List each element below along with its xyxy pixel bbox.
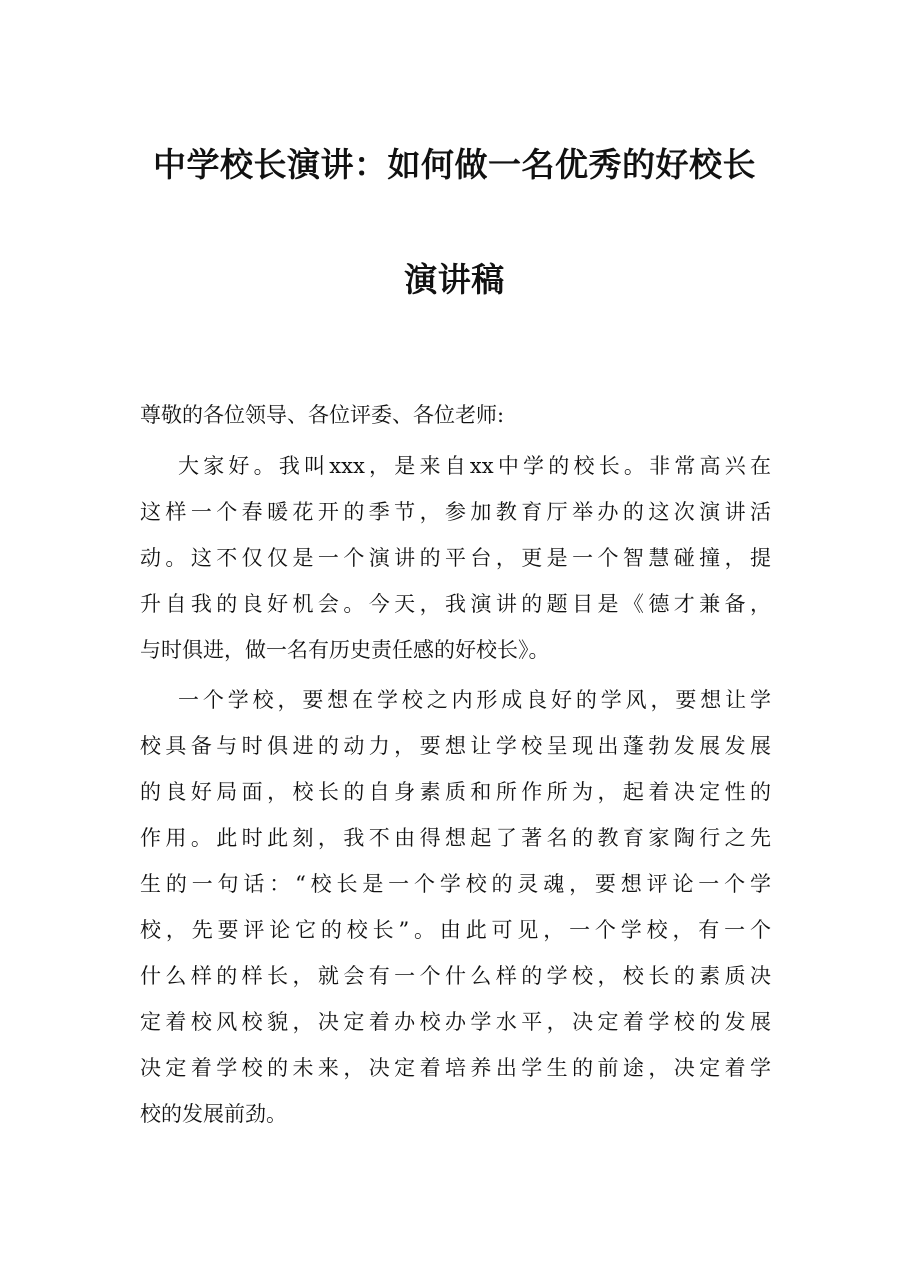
paragraph-line: 动。这不仅仅是一个演讲的平台，更是一个智慧碰撞，提 (140, 546, 771, 570)
paragraph-line: 的良好局面，校长的自身素质和所作所为，起着决定性的 (140, 780, 771, 804)
paragraph-line: 与时俱进，做一名有历史责任感的好校长》。 (140, 638, 550, 662)
paragraph-line: 校具备与时俱进的动力，要想让学校呈现出蓬勃发展发展 (140, 734, 771, 758)
document-title-line-2: 演讲稿 (404, 260, 505, 299)
paragraph-line: 校，先要评论它的校长”。由此可见，一个学校，有一个 (140, 918, 771, 942)
paragraph-line: 作用。此时此刻，我不由得想起了著名的教育家陶行之先 (140, 826, 771, 850)
paragraph-2 (140, 677, 771, 1137)
salutation: 尊敬的各位领导、各位评委、各位老师: (140, 403, 505, 427)
paragraph-line: 这样一个春暖花开的季节，参加教育厅举办的这次演讲活 (140, 500, 771, 524)
paragraph-line: 生的一句话：“校长是一个学校的灵魂，要想评论一个学 (140, 872, 771, 896)
paragraph-line: 大家好。我叫xxx，是来自xx中学的校长。非常高兴在 (178, 454, 771, 478)
paragraph-line: 校的发展前劲。 (140, 1102, 287, 1126)
paragraph-1 (140, 443, 771, 673)
paragraph-line: 升自我的良好机会。今天，我演讲的题目是《德才兼备， (140, 592, 771, 616)
paragraph-line: 定着校风校貌，决定着办校办学水平，决定着学校的发展 (140, 1010, 771, 1034)
paragraph-line: 什么样的样长，就会有一个什么样的学校，校长的素质决 (140, 964, 771, 988)
paragraph-line: 决定着学校的未来，决定着培养出学生的前途，决定着学 (140, 1056, 771, 1080)
document-title-line-1: 中学校长演讲：如何做一名优秀的好校长 (153, 145, 756, 184)
paragraph-line: 一个学校，要想在学校之内形成良好的学风，要想让学 (178, 688, 771, 712)
